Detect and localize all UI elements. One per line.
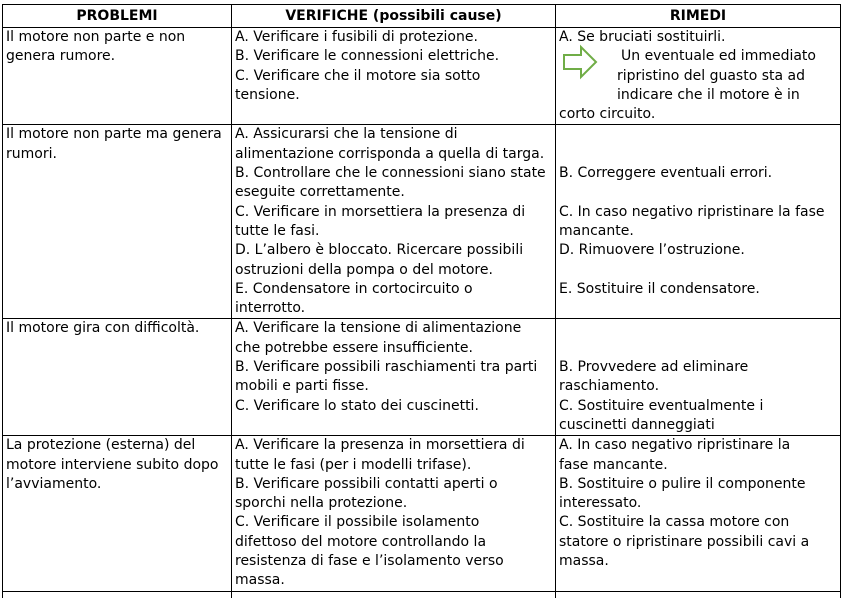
problem-line: Il motore non parte e non: [6, 29, 186, 45]
check-line: che potrebbe essere insufficiente.: [235, 339, 473, 356]
check-line: E. Condensatore in cortocircuito o: [235, 280, 473, 297]
remedies-cell: [556, 436, 841, 591]
remedy-line: D. Rimuovere l’ostruzione.: [559, 242, 745, 259]
check-line: C. Verificare in morsettiera la presenza di: [235, 203, 526, 220]
check-line: eseguite correttamente.: [235, 184, 405, 201]
check-line: massa.: [235, 572, 285, 589]
problem-cell: [3, 319, 232, 436]
check-line: B. Verificare le connessioni elettriche.: [235, 48, 500, 65]
remedy-line: corto circuito.: [559, 106, 656, 123]
remedy-line: statore o ripristinare possibili cavi a: [559, 533, 810, 550]
remedy-line: A. Se bruciati sostituirli.: [559, 29, 726, 45]
checks-cell: [232, 436, 556, 591]
remedy-line: massa.: [559, 553, 609, 570]
remedy-line: indicare che il motore è in: [617, 86, 800, 103]
remedy-line: C. In caso negativo ripristinare la fase: [559, 203, 825, 220]
remedy-line: C. Sostituire la cassa motore con: [559, 514, 790, 531]
remedy-line: mancante.: [559, 222, 634, 239]
problem-line: motore interviene subito dopo: [6, 456, 219, 473]
header-row: [3, 5, 841, 28]
check-line: tutte le fasi.: [235, 222, 320, 239]
check-line: interrotto.: [235, 300, 306, 317]
table-row: [3, 436, 841, 591]
troubleshooting-table: [2, 4, 841, 598]
problem-line: genera rumore.: [6, 48, 116, 65]
spacer: [559, 125, 838, 144]
remedy-line: ripristino del guasto sta ad: [617, 67, 805, 84]
problem-cell: [3, 28, 232, 125]
check-line: B. Controllare che le connessioni siano state: [235, 165, 546, 182]
remedies-cell: [556, 319, 841, 436]
check-line: C. Verificare il possibile isolamento: [235, 514, 480, 531]
check-line: C. Verificare che il motore sia sotto: [235, 67, 481, 84]
check-line: sporchi nella protezione.: [235, 495, 408, 512]
remedy-line: E. Sostituire il condensatore.: [559, 280, 760, 297]
problem-line: rumori.: [6, 145, 57, 162]
checks-cell: [232, 125, 556, 319]
check-line: C. Verificare lo stato dei cuscinetti.: [235, 397, 479, 414]
problem-cell: [3, 436, 232, 591]
check-line: ostruzioni della pompa o del motore.: [235, 261, 493, 278]
check-line: resistenza di fase e l’isolamento verso: [235, 553, 504, 570]
check-line: B. Verificare possibili raschiamenti tra parti: [235, 359, 538, 376]
check-line: D. L’albero è bloccato. Ricercare possibili: [235, 242, 524, 259]
remedy-line: cuscinetti danneggiati: [559, 416, 715, 433]
spacer: [559, 339, 838, 358]
problem-line: La protezione (esterna) del: [6, 437, 196, 454]
remedies-cell: [556, 125, 841, 319]
problem-line: Il motore non parte ma genera: [6, 126, 222, 143]
check-line: A. Verificare la presenza in morsettiera di: [235, 437, 525, 454]
problem-cell: [3, 125, 232, 319]
spacer: [559, 145, 838, 164]
check-line: A. Verificare i fusibili di protezione.: [235, 29, 478, 45]
check-line: A. Assicurarsi che la tensione di: [235, 126, 458, 143]
remedy-line: raschiamento.: [559, 378, 660, 395]
remedy-line: B. Provvedere ad eliminare: [559, 359, 749, 376]
check-line: A. Verificare la tensione di alimentazione: [235, 320, 522, 337]
spacer: [559, 319, 838, 338]
remedy-line: B. Sostituire o pulire il componente: [559, 475, 806, 492]
table-row-empty: [3, 591, 841, 598]
header-remedies: RIMEDI: [556, 5, 841, 28]
check-line: mobili e parti fisse.: [235, 378, 369, 395]
remedy-line: interessato.: [559, 495, 642, 512]
table-row: [3, 28, 841, 125]
check-line: tutte le fasi (per i modelli trifase).: [235, 456, 472, 473]
spacer: [559, 261, 838, 280]
check-line: tensione.: [235, 86, 300, 103]
check-line: difettoso del motore controllando la: [235, 533, 487, 550]
header-checks: VERIFICHE (possibili cause): [232, 5, 556, 28]
table-row: [3, 319, 841, 436]
remedy-line: Un eventuale ed immediato: [621, 48, 816, 65]
spacer: [559, 183, 838, 202]
table-row: [3, 125, 841, 319]
check-line: B. Verificare possibili contatti aperti o: [235, 475, 498, 492]
remedy-line: fase mancante.: [559, 456, 668, 473]
problem-line: l’avviamento.: [6, 475, 102, 492]
remedy-line: B. Correggere eventuali errori.: [559, 165, 773, 182]
check-line: alimentazione corrisponda a quella di targa.: [235, 145, 545, 162]
troubleshooting-table-container: [2, 4, 840, 598]
remedy-line: A. In caso negativo ripristinare la: [559, 437, 791, 454]
checks-cell: [232, 28, 556, 125]
remedies-cell: [556, 28, 841, 125]
checks-cell: [232, 319, 556, 436]
problem-line: Il motore gira con difficoltà.: [6, 320, 200, 337]
right-arrow-icon: [562, 44, 598, 80]
remedy-line: C. Sostituire eventualmente i: [559, 397, 764, 414]
header-problems: PROBLEMI: [3, 5, 232, 28]
